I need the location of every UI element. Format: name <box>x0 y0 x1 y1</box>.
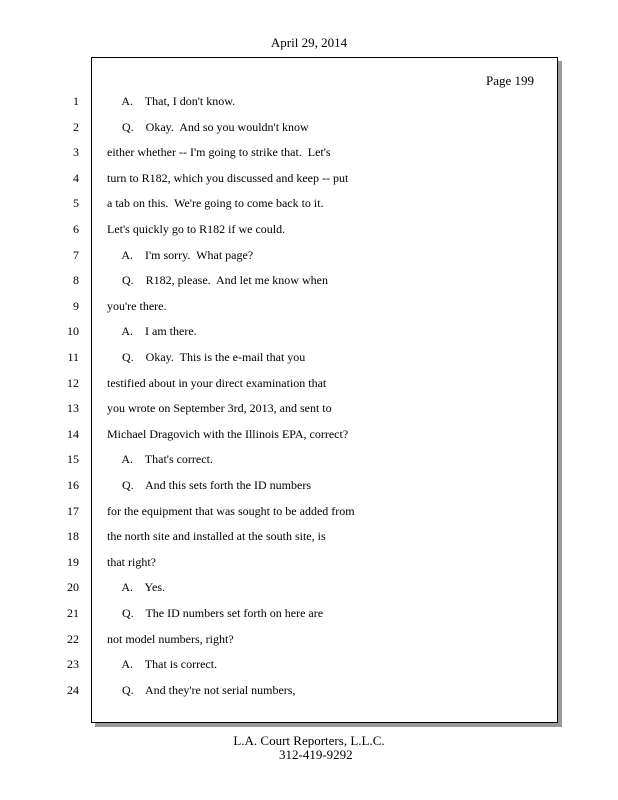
line-number: 2 <box>73 120 79 134</box>
line-number: 17 <box>67 504 79 518</box>
line-number: 19 <box>67 555 79 569</box>
transcript-line-text: Q. And this sets forth the ID numbers <box>107 478 311 492</box>
line-number: 14 <box>67 427 79 441</box>
transcript-line-text: turn to R182, which you discussed and keep -- put <box>107 171 349 185</box>
line-number: 24 <box>67 683 79 697</box>
line-number: 13 <box>67 401 79 415</box>
line-number: 18 <box>67 529 79 543</box>
line-number: 22 <box>67 632 79 646</box>
transcript-line-text: A. I am there. <box>107 324 197 338</box>
transcript-line-text: A. Yes. <box>107 580 166 594</box>
transcript-line-text: A. I'm sorry. What page? <box>107 248 254 262</box>
transcript-line-text: A. That, I don't know. <box>107 94 236 108</box>
transcript-line-text: that right? <box>107 555 156 569</box>
transcript-line-text: for the equipment that was sought to be added from <box>107 504 355 518</box>
transcript-line-text: you wrote on September 3rd, 2013, and sent to <box>107 401 332 415</box>
footer-firm-name: L.A. Court Reporters, L.L.C. <box>233 733 385 748</box>
header-date: April 29, 2014 <box>270 35 348 50</box>
transcript-line-text: Q. R182, please. And let me know when <box>107 273 328 287</box>
transcript-line-text: not model numbers, right? <box>107 632 234 646</box>
line-number: 8 <box>73 273 79 287</box>
transcript-line-text: testified about in your direct examination that <box>107 376 327 390</box>
line-number: 4 <box>73 171 79 185</box>
line-number: 20 <box>67 580 79 594</box>
transcript-line-text: Let's quickly go to R182 if we could. <box>107 222 286 236</box>
line-number: 10 <box>67 324 79 338</box>
transcript-line-text: the north site and installed at the south site, is <box>107 529 326 543</box>
page-number-label: Page 199 <box>486 73 535 88</box>
transcript-line-text: a tab on this. We're going to come back to it. <box>107 196 324 210</box>
transcript-line-text: Q. And they're not serial numbers, <box>107 683 296 697</box>
transcript-line-text: either whether -- I'm going to strike that. Let's <box>107 145 331 159</box>
line-number: 15 <box>67 452 79 466</box>
line-number: 3 <box>73 145 79 159</box>
line-number: 11 <box>67 350 79 364</box>
line-number: 21 <box>67 606 79 620</box>
line-number: 5 <box>73 196 79 210</box>
transcript-line-text: Q. The ID numbers set forth on here are <box>107 606 324 620</box>
line-number: 23 <box>67 657 79 671</box>
line-number: 16 <box>67 478 79 492</box>
footer-phone: 312-419-9292 <box>279 747 353 762</box>
transcript-line-text: you're there. <box>107 299 167 313</box>
transcript-line-text: Michael Dragovich with the Illinois EPA, correct? <box>107 427 349 441</box>
line-number: 9 <box>73 299 79 313</box>
transcript-line-text: Q. Okay. This is the e-mail that you <box>107 350 306 364</box>
line-number: 7 <box>73 248 79 262</box>
transcript-line-text: A. That's correct. <box>107 452 213 466</box>
line-number: 1 <box>73 94 79 108</box>
line-number: 6 <box>73 222 79 236</box>
transcript-line-text: Q. Okay. And so you wouldn't know <box>107 120 309 134</box>
line-number: 12 <box>67 376 79 390</box>
transcript-line-text: A. That is correct. <box>107 657 218 671</box>
